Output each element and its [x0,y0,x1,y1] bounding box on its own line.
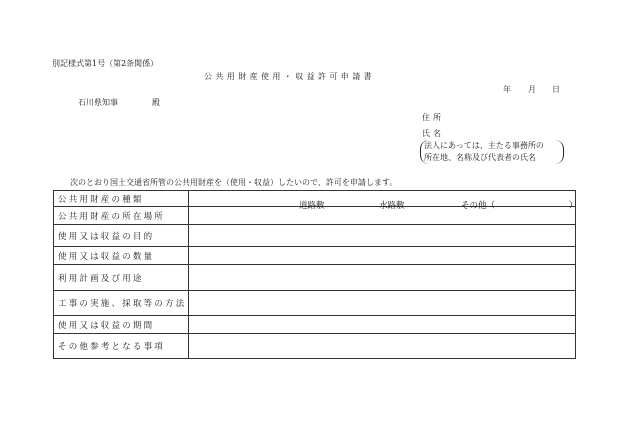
row-label: 公共用財産の種類 [54,191,189,207]
intro-text: 次のとおり国土交通省所管の公共用財産を（使用・収益）したいので、許可を申請します。 [70,178,398,187]
table-row [54,334,576,359]
row-label: 利用計画及び用途 [54,265,189,291]
quantity-field[interactable] [189,247,576,265]
date-day: 日 [552,85,560,94]
corporate-note-line2: 所在地、名称及び代表者の氏名 [424,153,536,162]
row-label: 使用又は収益の目的 [54,225,189,247]
corporate-note [420,140,564,164]
row-label: 使用又は収益の数量 [54,247,189,265]
row-label: 使用又は収益の期間 [54,316,189,334]
honorific: 殿 [152,98,160,107]
table-row [54,191,576,207]
row-label: 工事の実施、採取等の方法 [54,291,189,316]
table-row [54,225,576,247]
form-number: 別記様式第1号（第2条関係） [52,59,159,68]
corporate-note-line1: 法人にあっては、主たる事務所の [424,141,544,150]
table-row [54,291,576,316]
option-other[interactable]: その他（ [461,200,496,211]
purpose-field[interactable] [189,225,576,247]
reference-field[interactable] [189,334,576,359]
date-month: 月 [528,85,536,94]
date-year: 年 [503,85,511,94]
row-label: 公共用財産の所在場所 [54,207,189,225]
option-other-close: ） [569,200,578,211]
row-label: その他参考となる事項 [54,334,189,359]
document-title: 公共用財産使用・収益許可申請書 [204,72,375,81]
application-table [53,190,576,359]
method-field[interactable] [189,291,576,316]
name-label: 氏名 [422,129,444,138]
period-field[interactable] [189,316,576,334]
addressee: 石川県知事 [78,98,118,107]
property-type-field[interactable] [189,191,578,211]
option-waterway[interactable]: 水路敷 [379,200,405,211]
table-row [54,316,576,334]
option-road[interactable]: 道路敷 [299,200,325,211]
table-row [54,265,576,291]
address-label: 住所 [422,113,444,122]
usage-plan-field[interactable] [189,265,576,291]
table-row [54,247,576,265]
